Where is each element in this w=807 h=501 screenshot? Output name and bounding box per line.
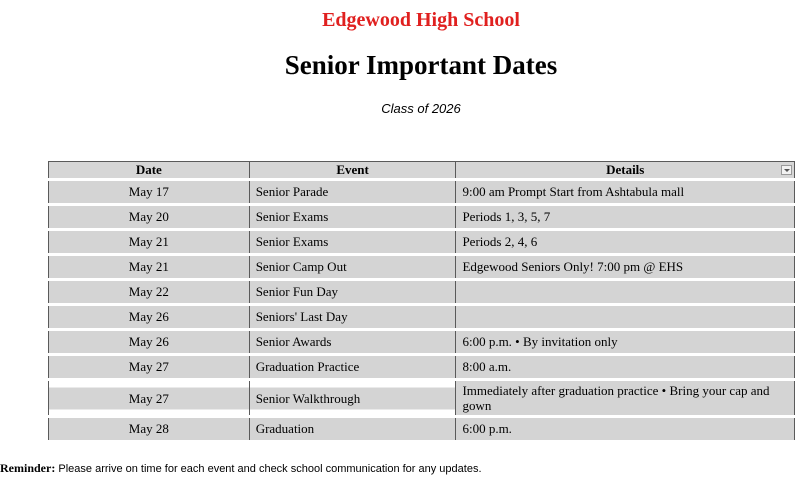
details-cell: 6:00 p.m. • By invitation only — [456, 330, 795, 355]
column-header-details — [456, 162, 795, 180]
table-row — [49, 230, 795, 255]
table-row — [49, 305, 795, 330]
event-cell: Senior Parade — [249, 180, 456, 205]
date-cell: May 21 — [49, 230, 250, 255]
table-row — [49, 380, 795, 417]
event-cell: Senior Awards — [249, 330, 456, 355]
details-cell: Periods 1, 3, 5, 7 — [456, 205, 795, 230]
details-cell: Immediately after graduation practice • Bring your cap and gown — [456, 380, 795, 417]
reminder-text: Please arrive on time for each event and check school communication for any updates. — [58, 463, 482, 475]
dates-table — [48, 161, 795, 440]
filter-dropdown-icon[interactable] — [781, 165, 792, 175]
column-header-date: Date — [49, 162, 250, 180]
details-cell — [456, 305, 795, 330]
event-cell: Graduation Practice — [249, 355, 456, 380]
event-cell: Senior Walkthrough — [249, 380, 456, 417]
date-cell: May 21 — [49, 255, 250, 280]
event-cell: Senior Exams — [249, 230, 456, 255]
details-cell: Edgewood Seniors Only! 7:00 pm @ EHS — [456, 255, 795, 280]
date-cell: May 27 — [49, 355, 250, 380]
event-cell: Senior Camp Out — [249, 255, 456, 280]
details-cell: 8:00 a.m. — [456, 355, 795, 380]
table-row — [49, 280, 795, 305]
details-cell: 6:00 p.m. — [456, 417, 795, 441]
event-cell: Senior Fun Day — [249, 280, 456, 305]
page-subtitle: Class of 2026 — [381, 101, 461, 116]
table-row — [49, 417, 795, 441]
details-cell — [456, 280, 795, 305]
date-cell: May 17 — [49, 180, 250, 205]
reminder-label: Reminder: — [0, 461, 56, 475]
table-row — [49, 355, 795, 380]
details-cell: 9:00 am Prompt Start from Ashtabula mall — [456, 180, 795, 205]
school-name: Edgewood High School — [322, 9, 520, 31]
table-row — [49, 205, 795, 230]
column-header-event: Event — [249, 162, 456, 180]
date-cell: May 28 — [49, 417, 250, 441]
date-cell: May 20 — [49, 205, 250, 230]
table-header-row — [49, 162, 795, 180]
date-cell: May 26 — [49, 305, 250, 330]
column-header-details-label: Details — [606, 162, 645, 177]
event-cell: Seniors' Last Day — [249, 305, 456, 330]
date-cell: May 22 — [49, 280, 250, 305]
date-cell: May 27 — [49, 380, 250, 417]
event-cell: Graduation — [249, 417, 456, 441]
page-title: Senior Important Dates — [284, 50, 558, 80]
reminder-note — [0, 461, 482, 476]
table-row — [49, 330, 795, 355]
details-cell: Periods 2, 4, 6 — [456, 230, 795, 255]
table-row — [49, 255, 795, 280]
date-cell: May 26 — [49, 330, 250, 355]
table-row — [49, 180, 795, 205]
event-cell: Senior Exams — [249, 205, 456, 230]
